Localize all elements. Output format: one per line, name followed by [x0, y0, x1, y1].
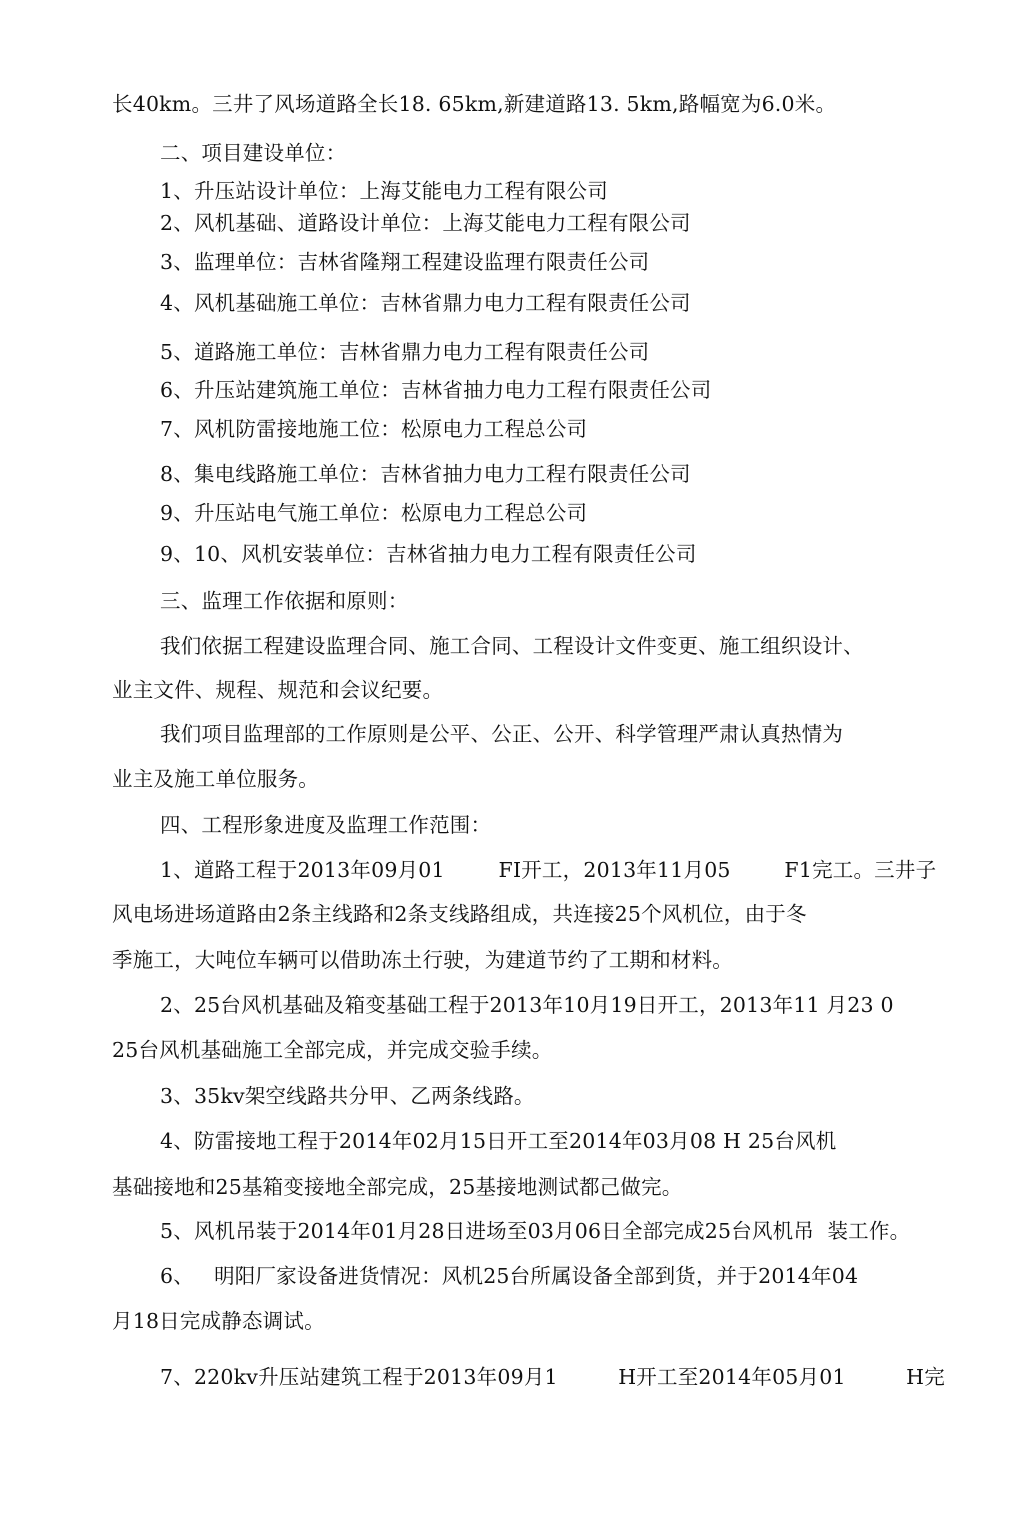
list-item: 2、风机基础、道路设计单位：上海艾能电力工程有限公司: [160, 211, 691, 235]
paragraph-line: 我们依据工程建设监理合同、施工合同、工程设计文件变更、施工组织设计、: [160, 634, 864, 658]
paragraph-line: 月18日完成静态调试。: [112, 1309, 325, 1333]
list-item: 6、升压站建筑施工单位：吉林省抽力电力工程冇限责任公司: [160, 378, 712, 402]
text-line-continuation: 长40km。三井了风场道路全长18. 65km,新建道路13. 5km,路幅宽为6.0米。: [112, 92, 837, 116]
paragraph-line: 6、 明阳厂家设备进货情况：风机25台所属设备全部到货，并于2014年04: [160, 1264, 859, 1288]
list-item: 9、10、风机安装单位：吉林省抽力电力工程有限责任公司: [160, 542, 697, 566]
paragraph-line: 3、35kv架空线路共分甲、乙两条线路。: [160, 1084, 535, 1108]
paragraph-line: 业主文件、规程、规范和会议纪要。: [112, 678, 444, 702]
paragraph-line: 7、220kv升压站建筑工程于2013年09月1 H开工至2014年05月01 H完: [160, 1365, 945, 1389]
section-heading-progress-scope: 四、工程形象进度及监理工作范围：: [160, 813, 492, 837]
list-item: 4、风机基础施工单位：吉林省鼎力电力工程有限责任公司: [160, 291, 691, 315]
section-heading-supervision-basis: 三、监理工作依据和原则：: [160, 589, 409, 613]
paragraph-line: 风电场进场道路由2条主线路和2条支线路组成，共连接25个风机位，由于冬: [112, 902, 807, 926]
paragraph-line: 5、风机吊装于2014年01月28日进场至03月06日全部完成25台风机吊 装工作。: [160, 1219, 911, 1243]
paragraph-line: 25台风机基础施工全部完成，并完成交验手续。: [112, 1038, 553, 1062]
list-item: 5、道路施工单位：吉林省鼎力电力工程有限责任公司: [160, 340, 650, 364]
paragraph-line: 我们项目监理部的工作原则是公平、公正、公开、科学管理严肃认真热情为: [160, 722, 844, 746]
paragraph-line: 4、防雷接地工程于2014年02月15日开工至2014年03月08 H 25台风机: [160, 1129, 837, 1153]
list-item: 7、风机防雷接地施工位：松原电力工程总公司: [160, 417, 588, 441]
list-item: 9、升压站电气施工单位：松原电力工程总公司: [160, 501, 588, 525]
paragraph-line: 1、道路工程于2013年09月01 FI开工，2013年11月05 F1完工。三井子: [160, 858, 937, 882]
paragraph-line: 业主及施工单位服务。: [112, 767, 319, 791]
section-heading-construction-units: 二、项目建设单位：: [160, 141, 347, 165]
list-item: 8、集电线路施工单位：吉林省抽力电力工程冇限责任公司: [160, 462, 691, 486]
list-item: 1、升压站设计单位：上海艾能电力工程有限公司: [160, 179, 608, 203]
paragraph-line: 2、25台风机基础及箱变基础工程于2013年10月19日开工，2013年11 月23 0: [160, 993, 894, 1017]
paragraph-line: 季施工，大吨位车辆可以借助冻土行驶，为建道节约了工期和材料。: [112, 948, 733, 972]
paragraph-line: 基础接地和25基箱变接地全部完成，25基接地测试都己做完。: [112, 1175, 683, 1199]
list-item: 3、监理单位：吉林省隆翔工程建设监理冇限责任公司: [160, 250, 650, 274]
